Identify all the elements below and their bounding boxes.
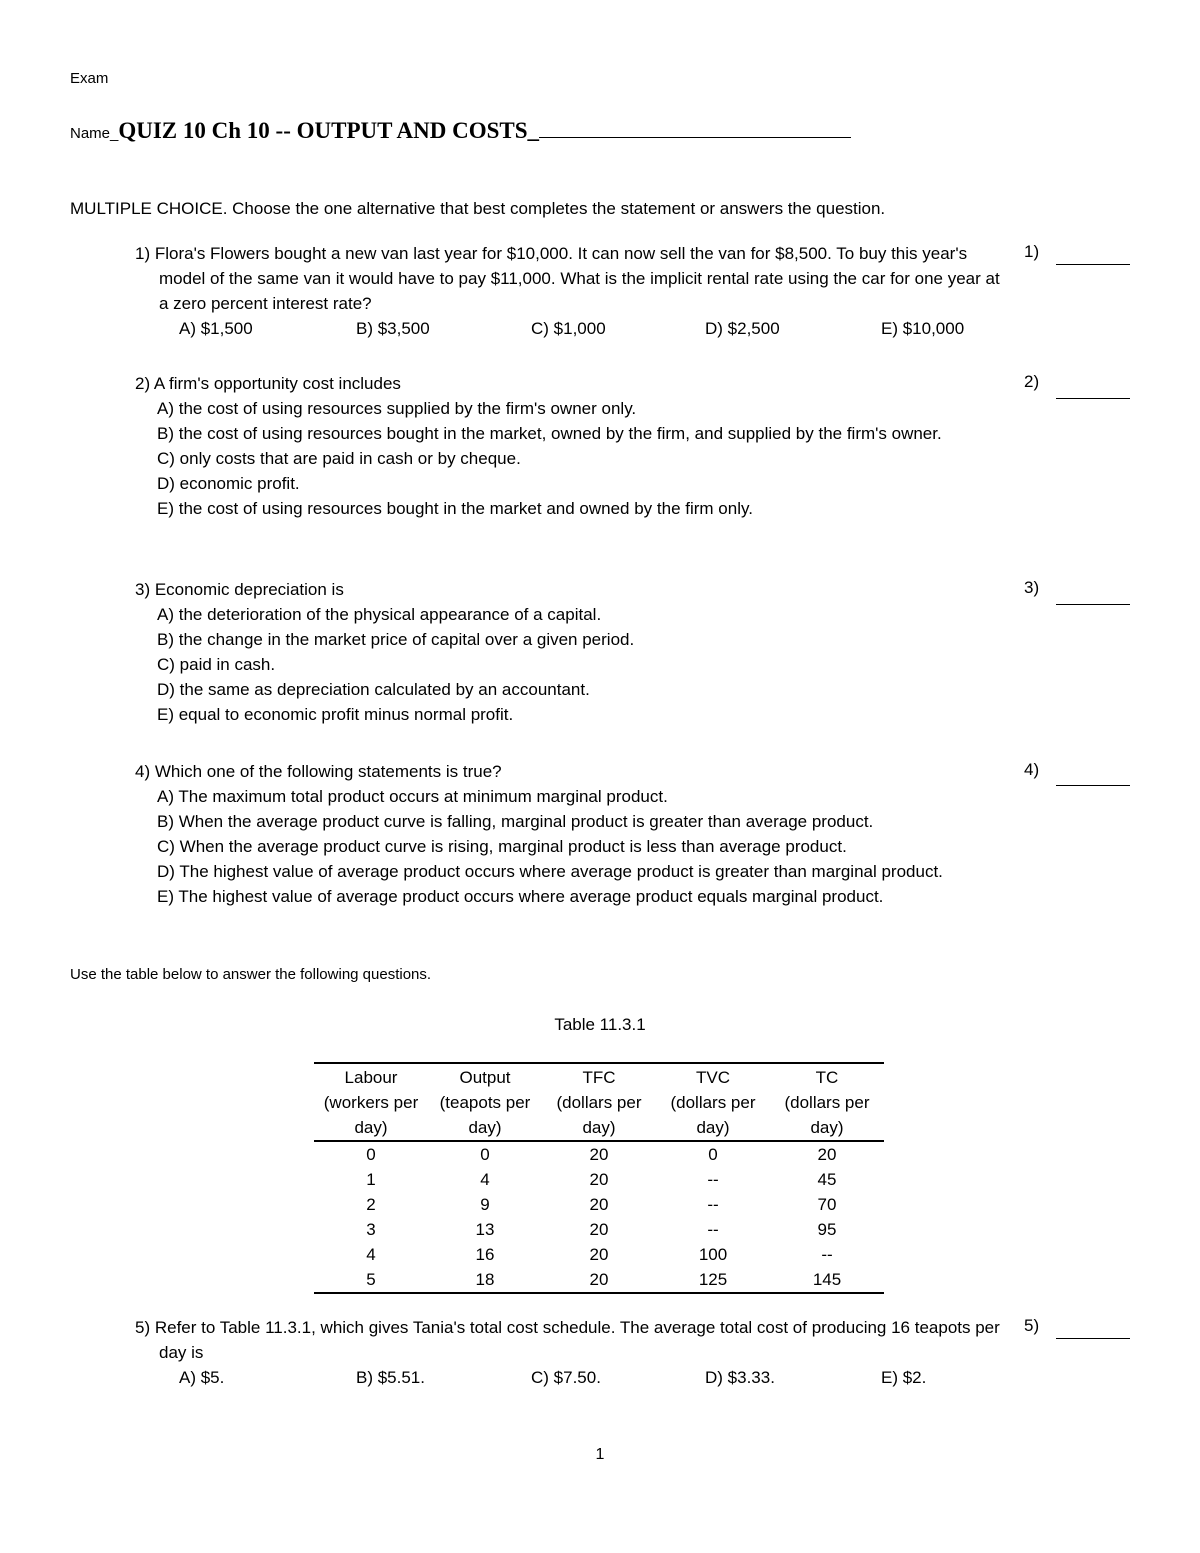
- options-row: [135, 1365, 1005, 1390]
- table-header-row: [314, 1063, 884, 1141]
- question-stem: 1) Flora's Flowers bought a new van last year for $10,000. It can now sell the van for $8,500. To buy this year's model of the same van it would have to pay $11,000. What is the implicit rental rate using the car for one year at a zero percent interest rate?: [135, 244, 1000, 313]
- option-a[interactable]: A) $5.: [179, 1368, 225, 1387]
- answer-blank[interactable]: [1056, 242, 1130, 265]
- option-c[interactable]: C) paid in cash.: [157, 655, 276, 674]
- option-b[interactable]: B) the change in the market price of capital over a given period.: [157, 630, 635, 649]
- option-c[interactable]: C) only costs that are paid in cash or by cheque.: [157, 449, 521, 468]
- table-intro: Use the table below to answer the following questions.: [70, 966, 432, 983]
- table-row: 1 4 20 -- 45: [366, 1170, 837, 1189]
- option-d[interactable]: D) the same as depreciation calculated by an accountant.: [157, 680, 590, 699]
- name-blank-line[interactable]: [539, 137, 851, 138]
- option-b[interactable]: B) $5.51.: [356, 1368, 425, 1387]
- option-e[interactable]: E) $10,000: [881, 319, 965, 338]
- answer-number: 5): [1024, 1316, 1040, 1335]
- option-d[interactable]: D) $3.33.: [705, 1368, 775, 1387]
- table-row: 4 16 20 100 --: [366, 1245, 833, 1264]
- option-a[interactable]: A) The maximum total product occurs at minimum marginal product.: [157, 787, 668, 806]
- option-d[interactable]: D) economic profit.: [157, 474, 300, 493]
- option-d[interactable]: D) $2,500: [705, 319, 780, 338]
- option-b[interactable]: B) $3,500: [356, 319, 430, 338]
- cost-table: [314, 1062, 884, 1294]
- answer-blank[interactable]: [1056, 582, 1130, 605]
- options-row: [135, 316, 1005, 341]
- answer-blank[interactable]: [1056, 1316, 1130, 1339]
- option-b[interactable]: B) When the average product curve is falling, marginal product is greater than average product.: [157, 812, 874, 831]
- header-tc: TC (dollars per day): [784, 1068, 870, 1137]
- answer-blank[interactable]: [1056, 763, 1130, 786]
- option-e[interactable]: E) the cost of using resources bought in the market and owned by the firm only.: [157, 499, 753, 518]
- question-2: [135, 371, 1005, 521]
- question-stem: 4) Which one of the following statements is true?: [135, 762, 502, 781]
- header-labour: Labour (workers per day): [323, 1068, 419, 1137]
- option-e[interactable]: E) equal to economic profit minus normal profit.: [157, 705, 514, 724]
- page-number: 1: [595, 1446, 605, 1463]
- name-row: [70, 118, 851, 144]
- option-a[interactable]: A) $1,500: [179, 319, 253, 338]
- table-row: 5 18 20 125 145: [366, 1270, 842, 1289]
- option-c[interactable]: C) $7.50.: [531, 1368, 601, 1387]
- answer-number: 3): [1024, 578, 1040, 597]
- option-b[interactable]: B) the cost of using resources bought in the market, owned by the firm, and supplied by the firm's owner.: [157, 424, 942, 443]
- name-label: Name_: [70, 125, 119, 142]
- answer-number: 1): [1024, 242, 1040, 261]
- table-caption: Table 11.3.1: [554, 1015, 646, 1034]
- table-row: 2 9 20 -- 70: [366, 1195, 837, 1214]
- table-row: 3 13 20 -- 95: [366, 1220, 837, 1239]
- option-e[interactable]: E) The highest value of average product occurs where average product equals marginal product.: [157, 887, 884, 906]
- option-c[interactable]: C) $1,000: [531, 319, 606, 338]
- option-d[interactable]: D) The highest value of average product occurs where average product is greater than marginal product.: [157, 862, 943, 881]
- table-row: 0 0 20 0 20: [366, 1145, 837, 1164]
- question-3: [135, 577, 1005, 727]
- quiz-title: QUIZ 10 Ch 10 -- OUTPUT AND COSTS_: [118, 118, 540, 143]
- answer-blank[interactable]: [1056, 376, 1130, 399]
- instructions: MULTIPLE CHOICE. Choose the one alternative that best completes the statement or answers the question.: [70, 199, 886, 218]
- question-5: [135, 1315, 1005, 1390]
- question-stem: 5) Refer to Table 11.3.1, which gives Tania's total cost schedule. The average total cost of producing 16 teapots per day is: [135, 1318, 1000, 1362]
- exam-label: Exam: [70, 70, 109, 87]
- option-a[interactable]: A) the deterioration of the physical appearance of a capital.: [157, 605, 602, 624]
- header-output: Output (teapots per day): [439, 1068, 531, 1137]
- option-c[interactable]: C) When the average product curve is rising, marginal product is less than average product.: [157, 837, 847, 856]
- question-stem: 2) A firm's opportunity cost includes: [135, 374, 401, 393]
- answer-number: 2): [1024, 372, 1040, 391]
- header-tfc: TFC (dollars per day): [556, 1068, 642, 1137]
- question-4: [135, 759, 1005, 909]
- option-e[interactable]: E) $2.: [881, 1368, 927, 1387]
- option-a[interactable]: A) the cost of using resources supplied by the firm's owner only.: [157, 399, 637, 418]
- answer-number: 4): [1024, 760, 1040, 779]
- header-tvc: TVC (dollars per day): [670, 1068, 756, 1137]
- question-stem: 3) Economic depreciation is: [135, 580, 344, 599]
- question-1: [135, 241, 1005, 341]
